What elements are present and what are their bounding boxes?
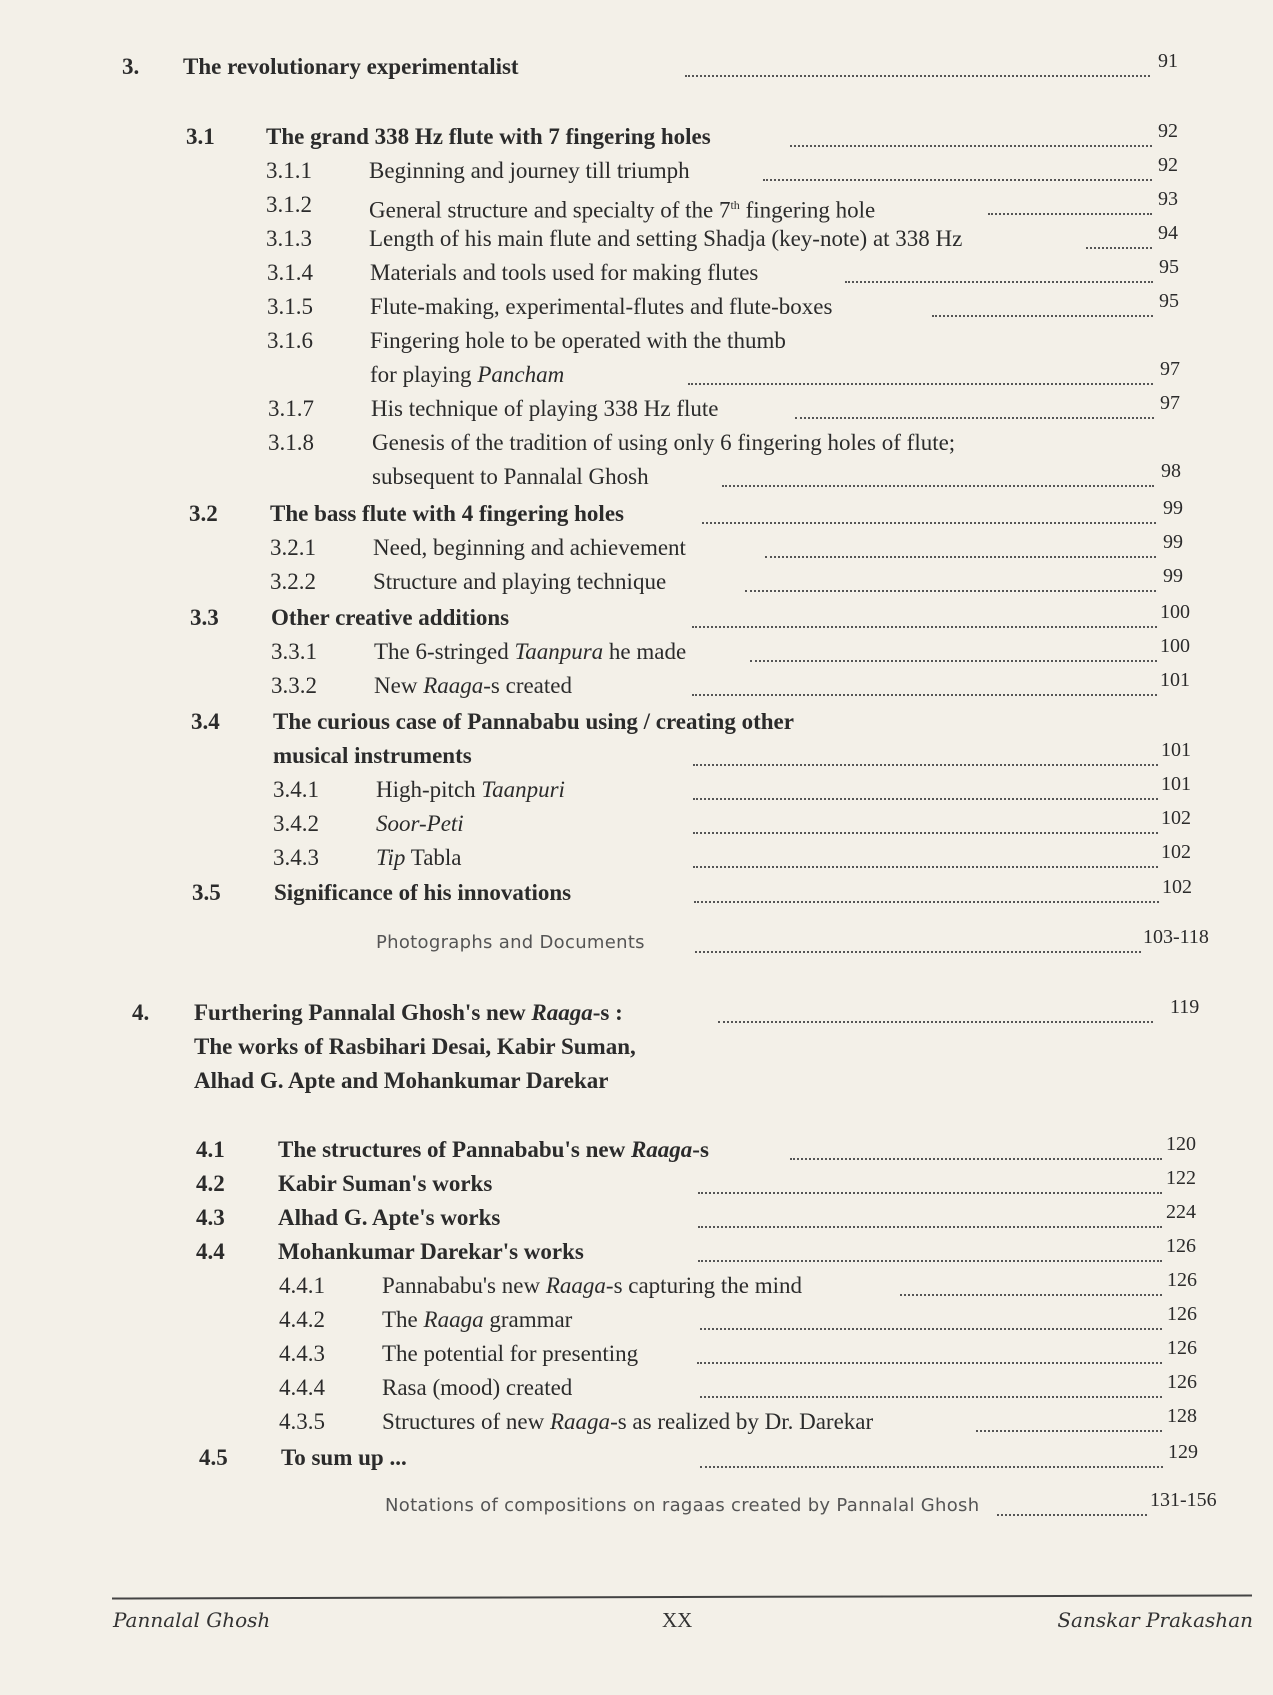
- page-number: 92: [1158, 154, 1178, 176]
- dot-leader: [693, 730, 1158, 766]
- page-number: 99: [1163, 565, 1183, 587]
- entry-number: 4.5: [199, 1445, 228, 1470]
- dot-leader: [1086, 213, 1152, 249]
- page-number: 93: [1158, 188, 1178, 210]
- entry-number: 3.5: [192, 880, 221, 905]
- entry-number: 3.1.7: [268, 396, 314, 421]
- entry-number: 3.3: [190, 605, 219, 630]
- entry-number: 3.1.3: [266, 226, 312, 251]
- toc-entry-chapter-3[interactable]: [0, 50, 1273, 84]
- entry-title-line-2: subsequent to Pannalal Ghosh: [372, 464, 649, 489]
- dot-leader: [718, 987, 1153, 1023]
- entry-number: 4.3.5: [279, 1409, 325, 1434]
- entry-number: 3.4.2: [273, 811, 319, 836]
- toc-entry-notations[interactable]: [0, 1489, 1273, 1523]
- footer-rule: [112, 1595, 1252, 1600]
- page-number: 102: [1161, 807, 1191, 829]
- dot-leader: [702, 488, 1156, 524]
- dot-leader: [763, 145, 1152, 181]
- entry-title: Other creative additions: [271, 605, 510, 630]
- entry-title: Photographs and Documents: [376, 932, 645, 953]
- entry-title: Tip Tabla: [376, 845, 462, 870]
- dot-leader: [698, 1158, 1162, 1194]
- entry-title: The Raaga grammar: [382, 1307, 573, 1332]
- entry-number: 3.1.5: [267, 294, 313, 319]
- entry-title: Soor-Peti: [376, 811, 464, 836]
- entry-number: 3.3.1: [271, 639, 317, 664]
- dot-leader: [795, 383, 1154, 419]
- entry-title-line-2: for playing Pancham: [370, 362, 565, 387]
- page-number: 126: [1167, 1303, 1197, 1325]
- dot-leader: [692, 592, 1157, 628]
- page-number: 119: [1170, 996, 1200, 1018]
- dot-leader: [932, 281, 1153, 317]
- page-number: 95: [1159, 290, 1179, 312]
- dot-leader: [745, 556, 1156, 592]
- entry-number: 3.1.6: [267, 328, 313, 353]
- page-number: 126: [1166, 1235, 1196, 1257]
- dot-leader: [790, 1124, 1162, 1160]
- entry-title: Need, beginning and achievement: [373, 535, 686, 560]
- page-number: 99: [1163, 531, 1183, 553]
- footer-publisher: Sanskar Prakashan: [1057, 1608, 1253, 1632]
- entry-number: 4.4.1: [279, 1273, 325, 1298]
- entry-number: 3.4.1: [273, 777, 319, 802]
- entry-title: Alhad G. Apte's works: [278, 1205, 501, 1230]
- entry-title: The grand 338 Hz flute with 7 fingering holes: [266, 124, 711, 149]
- entry-title: General structure and specialty of the 7th fingering hole: [369, 197, 876, 223]
- entry-title-line-3: Alhad G. Apte and Mohankumar Darekar: [194, 1068, 609, 1093]
- dot-leader: [693, 764, 1158, 800]
- entry-number: 3.1.1: [266, 158, 312, 183]
- dot-leader: [688, 349, 1153, 385]
- entry-title: Significance of his innovations: [274, 880, 572, 905]
- toc-entry-chapter-4[interactable]: [0, 996, 1273, 1098]
- dot-leader: [698, 1226, 1162, 1262]
- entry-title: New Raaga-s created: [374, 673, 572, 698]
- page-number: 97: [1160, 392, 1180, 414]
- entry-title-line-1: The curious case of Pannababu using / creating other: [273, 709, 794, 734]
- toc-entry-photographs[interactable]: [0, 926, 1273, 960]
- dot-leader: [694, 867, 1159, 903]
- entry-number: 3.2.2: [270, 569, 316, 594]
- page-number: 99: [1163, 497, 1183, 519]
- page-number: 94: [1158, 222, 1178, 244]
- page-number: 98: [1161, 460, 1181, 482]
- entry-title: Notations of compositions on ragaas created by Pannalal Ghosh: [385, 1495, 980, 1516]
- dot-leader: [700, 1432, 1163, 1468]
- entry-title: The potential for presenting: [382, 1341, 639, 1366]
- entry-number: 3.2.1: [270, 535, 316, 560]
- page-number: 122: [1166, 1167, 1196, 1189]
- entry-number: 4.4: [196, 1239, 225, 1264]
- toc-entry-3-1-8[interactable]: [0, 426, 1273, 494]
- entry-title: The bass flute with 4 fingering holes: [270, 501, 624, 526]
- entry-title: Pannababu's new Raaga-s capturing the mind: [382, 1273, 803, 1298]
- page-number: 224: [1166, 1201, 1196, 1223]
- dot-leader: [695, 917, 1141, 953]
- page-number: 101: [1161, 773, 1191, 795]
- dot-leader: [685, 41, 1150, 77]
- dot-leader: [750, 626, 1157, 662]
- page-number: 103-118: [1143, 926, 1209, 948]
- toc-entry-3-1-6[interactable]: [0, 324, 1273, 392]
- footer-author: Pannalal Ghosh: [113, 1608, 271, 1632]
- page-number: 102: [1162, 876, 1192, 898]
- entry-number: 3.4: [191, 709, 220, 734]
- entry-number: 3.1.4: [267, 260, 313, 285]
- dot-leader: [988, 179, 1152, 215]
- dot-leader: [900, 1260, 1162, 1296]
- page-number: 126: [1167, 1269, 1197, 1291]
- entry-title: Length of his main flute and setting Shadja (key-note) at 338 Hz: [369, 226, 963, 251]
- toc-entry-3-3-2[interactable]: [0, 669, 1273, 703]
- entry-title-line-2: musical instruments: [273, 743, 472, 768]
- page-number: 101: [1161, 739, 1191, 761]
- entry-number: 4.2: [196, 1171, 225, 1196]
- toc-entry-3-1-7[interactable]: [0, 392, 1273, 426]
- dot-leader: [698, 1192, 1162, 1228]
- entry-title: Mohankumar Darekar's works: [278, 1239, 584, 1264]
- page-number: 101: [1160, 669, 1190, 691]
- dot-leader: [722, 451, 1154, 487]
- dot-leader: [692, 660, 1157, 696]
- dot-leader: [845, 247, 1153, 283]
- entry-title: To sum up ...: [281, 1445, 407, 1470]
- page-number: 100: [1160, 601, 1190, 623]
- page-number: 102: [1161, 841, 1191, 863]
- entry-number: 4.4.3: [279, 1341, 325, 1366]
- entry-title: The 6-stringed Taanpura he made: [374, 639, 687, 664]
- dot-leader: [693, 832, 1158, 868]
- toc-entry-3-1-5[interactable]: [0, 290, 1273, 324]
- entry-number: 4.4.2: [279, 1307, 325, 1332]
- entry-title: His technique of playing 338 Hz flute: [371, 396, 719, 421]
- toc-entry-3-5[interactable]: [0, 876, 1273, 910]
- entry-title-line-1: Genesis of the tradition of using only 6 fingering holes of flute;: [372, 430, 956, 455]
- entry-title: Structures of new Raaga-s as realized by Dr. Darekar: [382, 1409, 874, 1434]
- toc-entry-4-5[interactable]: [0, 1441, 1273, 1475]
- dot-leader: [693, 798, 1158, 834]
- page-number: 126: [1167, 1371, 1197, 1393]
- page-number: 129: [1168, 1441, 1198, 1463]
- dot-leader: [700, 1362, 1162, 1398]
- entry-number: 3.3.2: [271, 673, 317, 698]
- dot-leader: [700, 1294, 1162, 1330]
- toc-entry-3-1-2[interactable]: [0, 188, 1273, 222]
- footer-page-number: XX: [662, 1608, 693, 1632]
- entry-number: 4.: [132, 1000, 150, 1025]
- page-number: 97: [1160, 358, 1180, 380]
- page-number: 126: [1167, 1337, 1197, 1359]
- entry-number: 3.4.3: [273, 845, 319, 870]
- dot-leader: [697, 1328, 1162, 1364]
- entry-title: Kabir Suman's works: [278, 1171, 493, 1196]
- entry-title-line-1: Furthering Pannalal Ghosh's new Raaga-s :: [194, 1000, 623, 1025]
- entry-title: Flute-making, experimental-flutes and flute-boxes: [370, 294, 833, 319]
- entry-number: 4.1: [196, 1137, 225, 1162]
- page-number: 131-156: [1150, 1489, 1217, 1511]
- page-number: 100: [1160, 635, 1190, 657]
- entry-title: Structure and playing technique: [373, 569, 667, 594]
- page-number: 91: [1158, 50, 1178, 72]
- entry-number: 3.2: [189, 501, 218, 526]
- entry-title: The revolutionary experimentalist: [183, 54, 519, 79]
- entry-title: High-pitch Taanpuri: [376, 777, 565, 802]
- page-number: 120: [1166, 1133, 1196, 1155]
- entry-title: Beginning and journey till triumph: [369, 158, 690, 183]
- dot-leader: [976, 1396, 1162, 1432]
- dot-leader: [790, 111, 1152, 147]
- entry-title-line-1: Fingering hole to be operated with the thumb: [370, 328, 786, 353]
- entry-title: Rasa (mood) created: [382, 1375, 573, 1400]
- entry-title: The structures of Pannababu's new Raaga-s: [278, 1137, 709, 1162]
- page-number: 95: [1159, 256, 1179, 278]
- entry-number: 4.4.4: [279, 1375, 325, 1400]
- entry-number: 3.: [122, 54, 140, 79]
- page-number: 92: [1158, 120, 1178, 142]
- dot-leader: [765, 522, 1156, 558]
- entry-number: 3.1.2: [266, 192, 312, 217]
- toc-entry-3-4[interactable]: [0, 705, 1273, 773]
- page-number: 128: [1167, 1405, 1197, 1427]
- dot-leader: [997, 1480, 1147, 1516]
- entry-number: 3.1: [186, 124, 215, 149]
- entry-number: 3.1.8: [268, 430, 314, 455]
- entry-title: Materials and tools used for making flutes: [370, 260, 759, 285]
- entry-number: 4.3: [196, 1205, 225, 1230]
- entry-title-line-2: The works of Rasbihari Desai, Kabir Suman,: [194, 1034, 636, 1059]
